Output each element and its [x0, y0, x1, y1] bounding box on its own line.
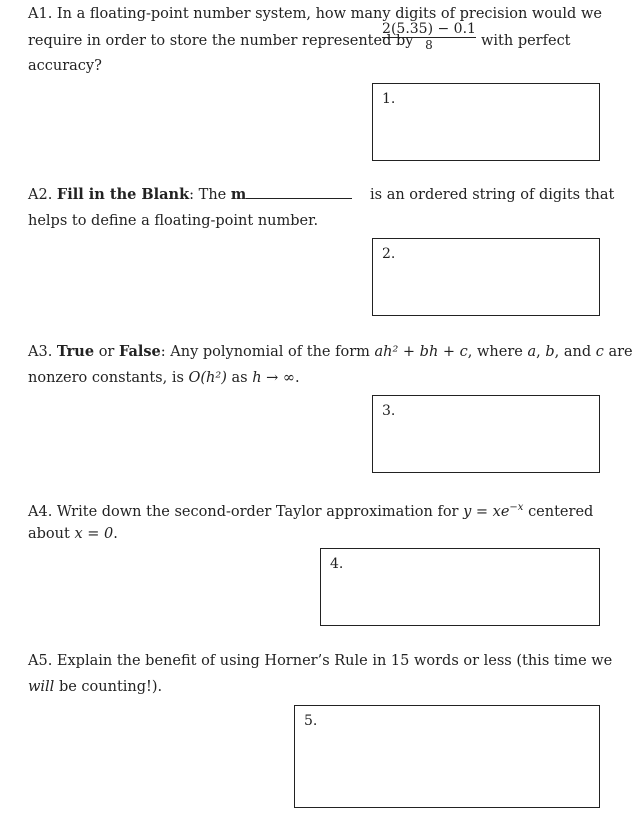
answer-box-5-label: 5. — [304, 713, 318, 729]
answer-box-2-label: 2. — [382, 246, 396, 262]
q2-fill-blank-label: Fill in the Blank — [56, 186, 190, 203]
q3-var-b: b — [545, 344, 555, 360]
q2-blank-line[interactable] — [246, 198, 352, 199]
answer-box-1[interactable] — [372, 83, 600, 161]
q3-polynomial: ah² + bh + c — [374, 344, 468, 360]
q4-line2 — [28, 525, 118, 543]
q1-line2-post: with perfect — [481, 33, 571, 49]
q1-fraction-numerator: 2(5.35) − 0.1 — [382, 21, 476, 37]
q5-line2-post: be counting!). — [58, 679, 163, 695]
q2-line1 — [28, 186, 352, 204]
q5-line2 — [28, 678, 162, 696]
q3-limit: h → ∞ — [252, 370, 295, 386]
q4-equation — [463, 504, 523, 520]
q2-m: m — [230, 186, 247, 203]
q3-line2-end: . — [294, 370, 300, 386]
q1-fraction — [382, 21, 476, 53]
q1-fraction-denominator: 8 — [425, 38, 433, 52]
q5-line1: A5. Explain the benefit of using Horner’s Rule in 15 words or less (this time we — [28, 653, 613, 669]
q4-line1-pre: A4. Write down the second-order Taylor approximation for — [28, 503, 459, 520]
q4-line2-end: . — [113, 526, 118, 542]
q5-will: will — [28, 679, 55, 695]
q3-are: are — [608, 344, 633, 360]
q3-line2 — [28, 369, 300, 387]
q3-line1: A3. True or False: Any polynomial of the form ah² + bh + c, where a, b, and c are — [28, 343, 633, 360]
q3-as: as — [231, 370, 248, 386]
q3-true: True — [56, 343, 95, 360]
q4-equation-exponent: −x — [509, 502, 524, 513]
q4-line2-equation: x = 0 — [74, 526, 114, 542]
answer-box-2[interactable] — [372, 238, 600, 316]
q2-line2: helps to define a floating-point number. — [28, 213, 319, 229]
answer-box-3-label: 3. — [382, 403, 396, 419]
answer-box-5[interactable] — [294, 705, 600, 808]
answer-box-4-label: 4. — [330, 556, 344, 572]
q1-line1: A1. In a floating-point number system, how many digits of precision would we — [28, 6, 602, 22]
answer-box-3[interactable] — [372, 395, 600, 473]
q2-mid: : The — [189, 187, 227, 203]
q3-and: , and — [554, 344, 592, 360]
q3-var-a: a — [527, 344, 537, 360]
q1-line3: accuracy? — [28, 58, 102, 74]
q4-line1 — [28, 499, 593, 521]
q3-or: or — [98, 344, 115, 360]
q3-where: , where — [467, 344, 523, 360]
q2-line1-post: is an ordered string of digits that — [370, 187, 615, 203]
q2-prefix: A2. — [28, 187, 53, 203]
q4-equation-base: y = xe — [463, 503, 510, 520]
q3-false: False — [118, 343, 161, 360]
answer-box-4[interactable] — [320, 548, 600, 626]
q3-text: : Any polynomial of the form — [160, 344, 370, 360]
q4-line2-pre: about — [28, 526, 70, 542]
q1-line2-pre: require in order to store the number represented by — [28, 33, 414, 49]
q3-line2-pre: nonzero constants, is — [28, 370, 184, 386]
q4-line1-post: centered — [528, 503, 594, 520]
q3-var-c: c — [595, 344, 604, 360]
answer-box-1-label: 1. — [382, 91, 396, 107]
q3-big-o: O(h²) — [188, 370, 227, 386]
q3-prefix: A3. — [28, 344, 53, 360]
